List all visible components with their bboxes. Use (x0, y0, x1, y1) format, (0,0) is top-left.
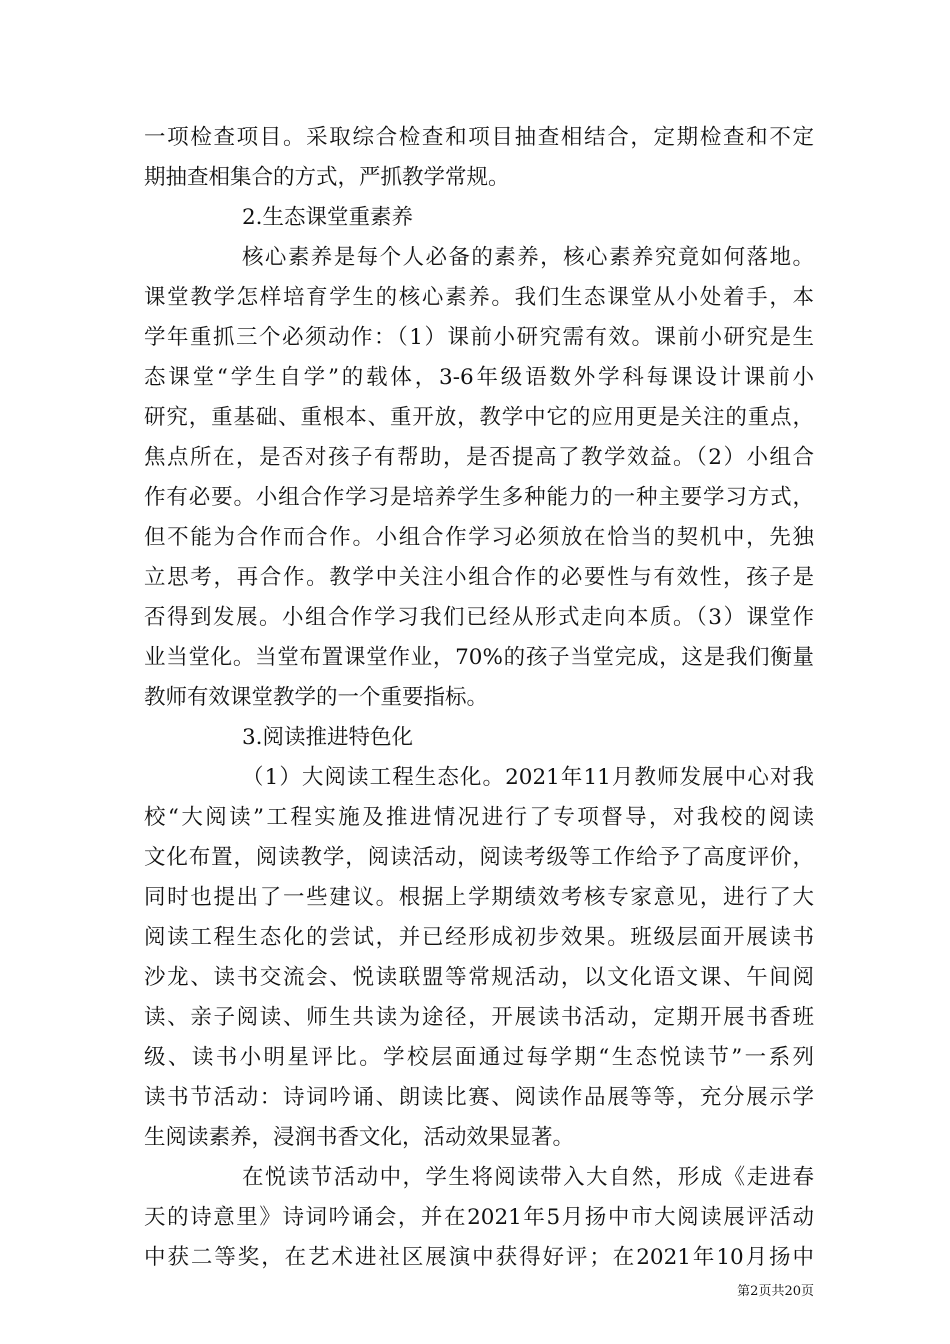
paragraph-first-line: 核心素养是每个人必备的素养，核心素养究竟如何落地。 (242, 245, 814, 270)
body-text-line: 焦点所在，是否对孩子有帮助，是否提高了教学效益。（2）小组合 (144, 445, 814, 470)
body-text-line: 文化布置，阅读教学，阅读活动，阅读考级等工作给予了高度评价， (144, 845, 814, 870)
paragraph-first-line: 在悦读节活动中，学生将阅读带入大自然，形成《走进春 (242, 1165, 814, 1190)
body-text-line: 作有必要。小组合作学习是培养学生多种能力的一种主要学习方式， (144, 485, 814, 510)
body-text-line: 级、读书小明星评比。学校层面通过每学期“生态悦读节”一系列 (144, 1045, 814, 1070)
body-text-line: 沙龙、读书交流会、悦读联盟等常规活动，以文化语文课、午间阅 (144, 965, 814, 990)
body-text-line: 研究，重基础、重根本、重开放，教学中它的应用更是关注的重点， (144, 405, 814, 430)
body-text-line: 态课堂“学生自学”的载体，3-6年级语数外学科每课设计课前小 (144, 365, 814, 390)
body-text-line: 阅读工程生态化的尝试，并已经形成初步效果。班级层面开展读书 (144, 925, 814, 950)
body-text-line: 课堂教学怎样培育学生的核心素养。我们生态课堂从小处着手，本 (144, 285, 814, 310)
paragraph-first-line: （1）大阅读工程生态化。2021年11月教师发展中心对我 (242, 765, 814, 790)
body-text-line: 生阅读素养，浸润书香文化，活动效果显著。 (144, 1125, 575, 1150)
body-text-line: 期抽查相集合的方式，严抓教学常规。 (144, 165, 510, 190)
body-text-line: 校“大阅读”工程实施及推进情况进行了专项督导，对我校的阅读 (144, 805, 814, 830)
body-text-line: 业当堂化。当堂布置课堂作业，70%的孩子当堂完成，这是我们衡量 (144, 645, 814, 670)
section-heading-ecological-classroom: 2.生态课堂重素养 (242, 205, 414, 230)
page-number-footer: 第2页共20页 (737, 1284, 814, 1299)
body-text-line: 教师有效课堂教学的一个重要指标。 (144, 685, 489, 710)
body-text-line: 中获二等奖，在艺术进社区展演中获得好评；在2021年10月扬中 (144, 1245, 814, 1270)
body-text-line: 立思考，再合作。教学中关注小组合作的必要性与有效性，孩子是 (144, 565, 814, 590)
body-text-line: 同时也提出了一些建议。根据上学期绩效考核专家意见，进行了大 (144, 885, 814, 910)
body-text-line: 学年重抓三个必须动作：（1）课前小研究需有效。课前小研究是生 (144, 325, 814, 350)
body-text-line: 但不能为合作而合作。小组合作学习必须放在恰当的契机中，先独 (144, 525, 814, 550)
body-text-line: 读、亲子阅读、师生共读为途径，开展读书活动，定期开展书香班 (144, 1005, 814, 1030)
body-text-line: 天的诗意里》诗词吟诵会，并在2021年5月扬中市大阅读展评活动 (144, 1205, 814, 1230)
section-heading-reading: 3.阅读推进特色化 (242, 725, 414, 750)
body-text-line: 否得到发展。小组合作学习我们已经从形式走向本质。（3）课堂作 (144, 605, 814, 630)
body-text-line: 一项检查项目。采取综合检查和项目抽查相结合，定期检查和不定 (144, 125, 814, 150)
body-text-line: 读书节活动：诗词吟诵、朗读比赛、阅读作品展等等，充分展示学 (144, 1085, 814, 1110)
